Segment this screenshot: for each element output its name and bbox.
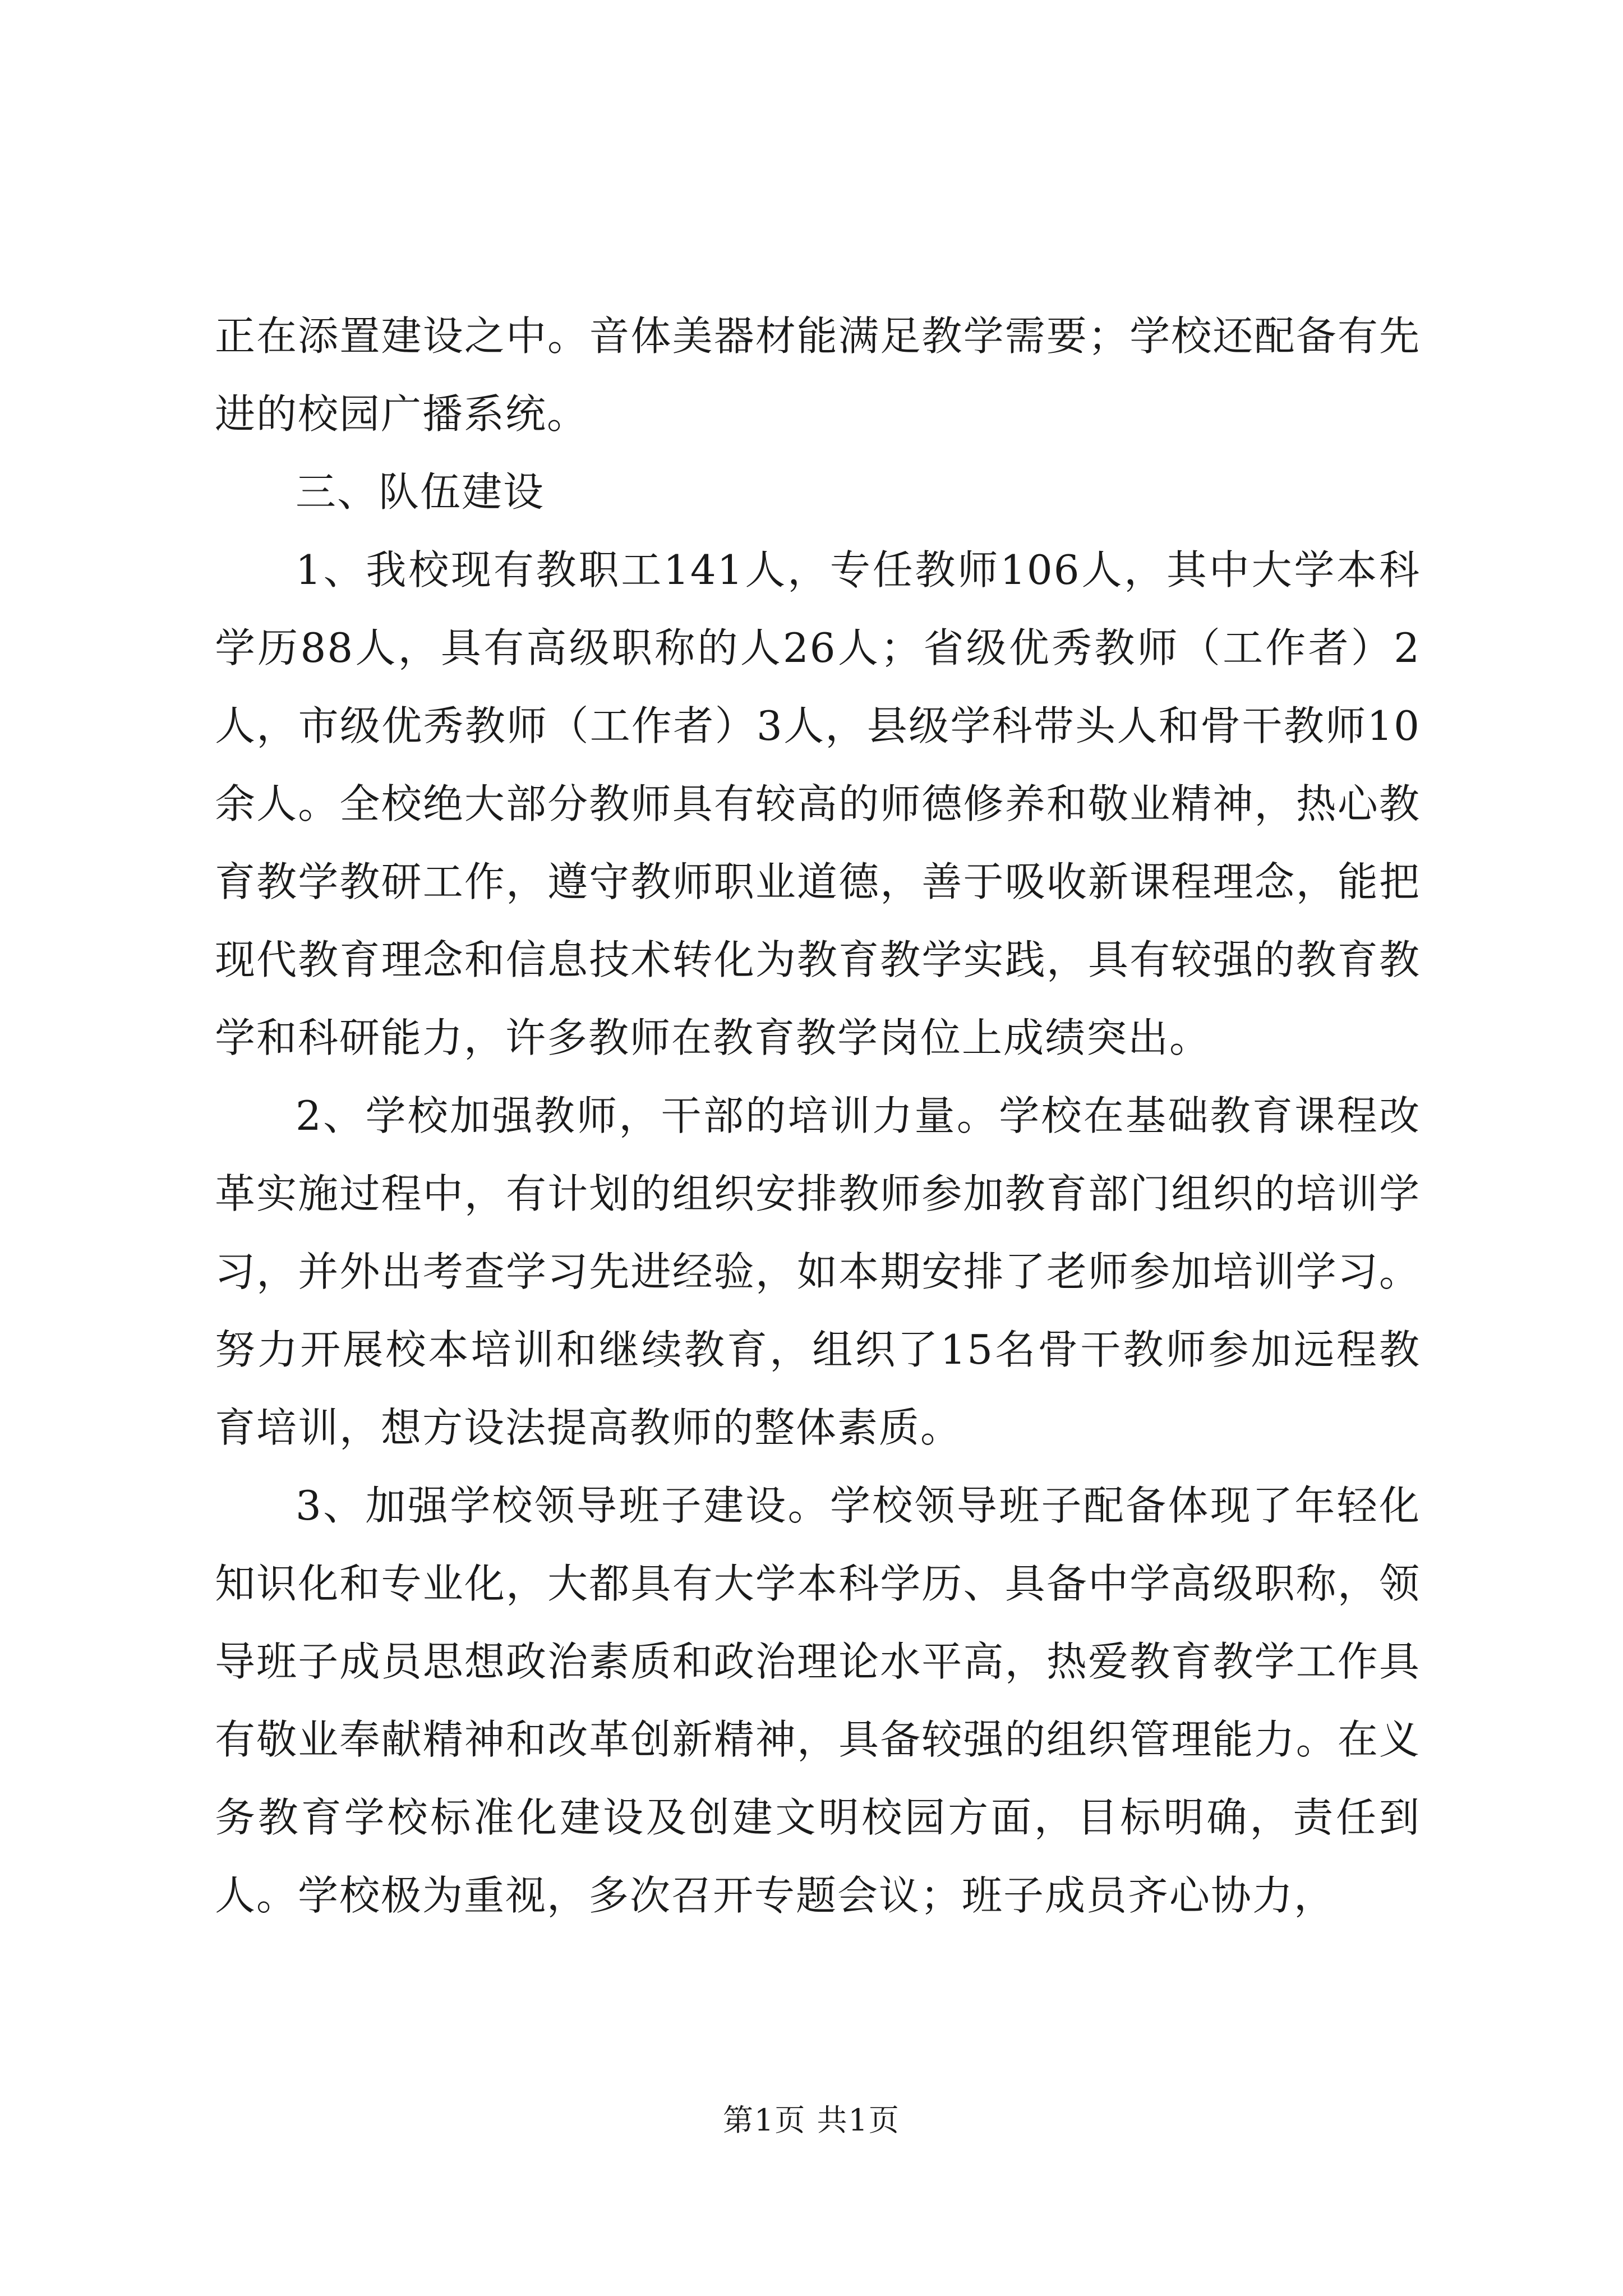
page-number-footer: 第1页 共1页 (723, 2102, 900, 2138)
section-heading-team-building: 三、队伍建设 (296, 468, 545, 516)
paragraph-leadership-building: 3、加强学校领导班子建设。学校领导班子配备体现了年轻化知识化和专业化，大都具有大学本科学历、具备中学高级职称，领导班子成员思想政治素质和政治理论水平高，热爱教育教学工作具有敬业奉献精神和改革创新精神，具备较强的组织管理能力。在义务教育学校标准化建设及创建文明校园方面，目标明确，责任到人。学校极为重视，多次召开专题会议；班子成员齐心协力， (215, 1482, 1421, 1919)
document-body (215, 297, 1421, 1935)
paragraph-staff-numbers: 1、我校现有教职工141人，专任教师106人，其中大学本科学历88人，具有高级职称的人26人；省级优秀教师（工作者）2人，市级优秀教师（工作者）3人，县级学科带头人和骨干教师10余人。全校绝大部分教师具有较高的师德修养和敬业精神，热心教育教学教研工作，遵守教师职业道德，善于吸收新课程理念，能把现代教育理念和信息技术转化为教育教学实践，具有较强的教育教学和科研能力，许多教师在教育教学岗位上成绩突出。 (215, 546, 1421, 1061)
paragraph-facilities-continued: 正在添置建设之中。音体美器材能满足教学需要；学校还配备有先进的校园广播系统。 (215, 312, 1421, 438)
paragraph-teacher-training: 2、学校加强教师，干部的培训力量。学校在基础教育课程改革实施过程中，有计划的组织安排教师参加教育部门组织的培训学习，并外出考查学习先进经验，如本期安排了老师参加培训学习。努力开展校本培训和继续教育，组织了15名骨干教师参加远程教育培训，想方设法提高教师的整体素质。 (215, 1092, 1421, 1451)
